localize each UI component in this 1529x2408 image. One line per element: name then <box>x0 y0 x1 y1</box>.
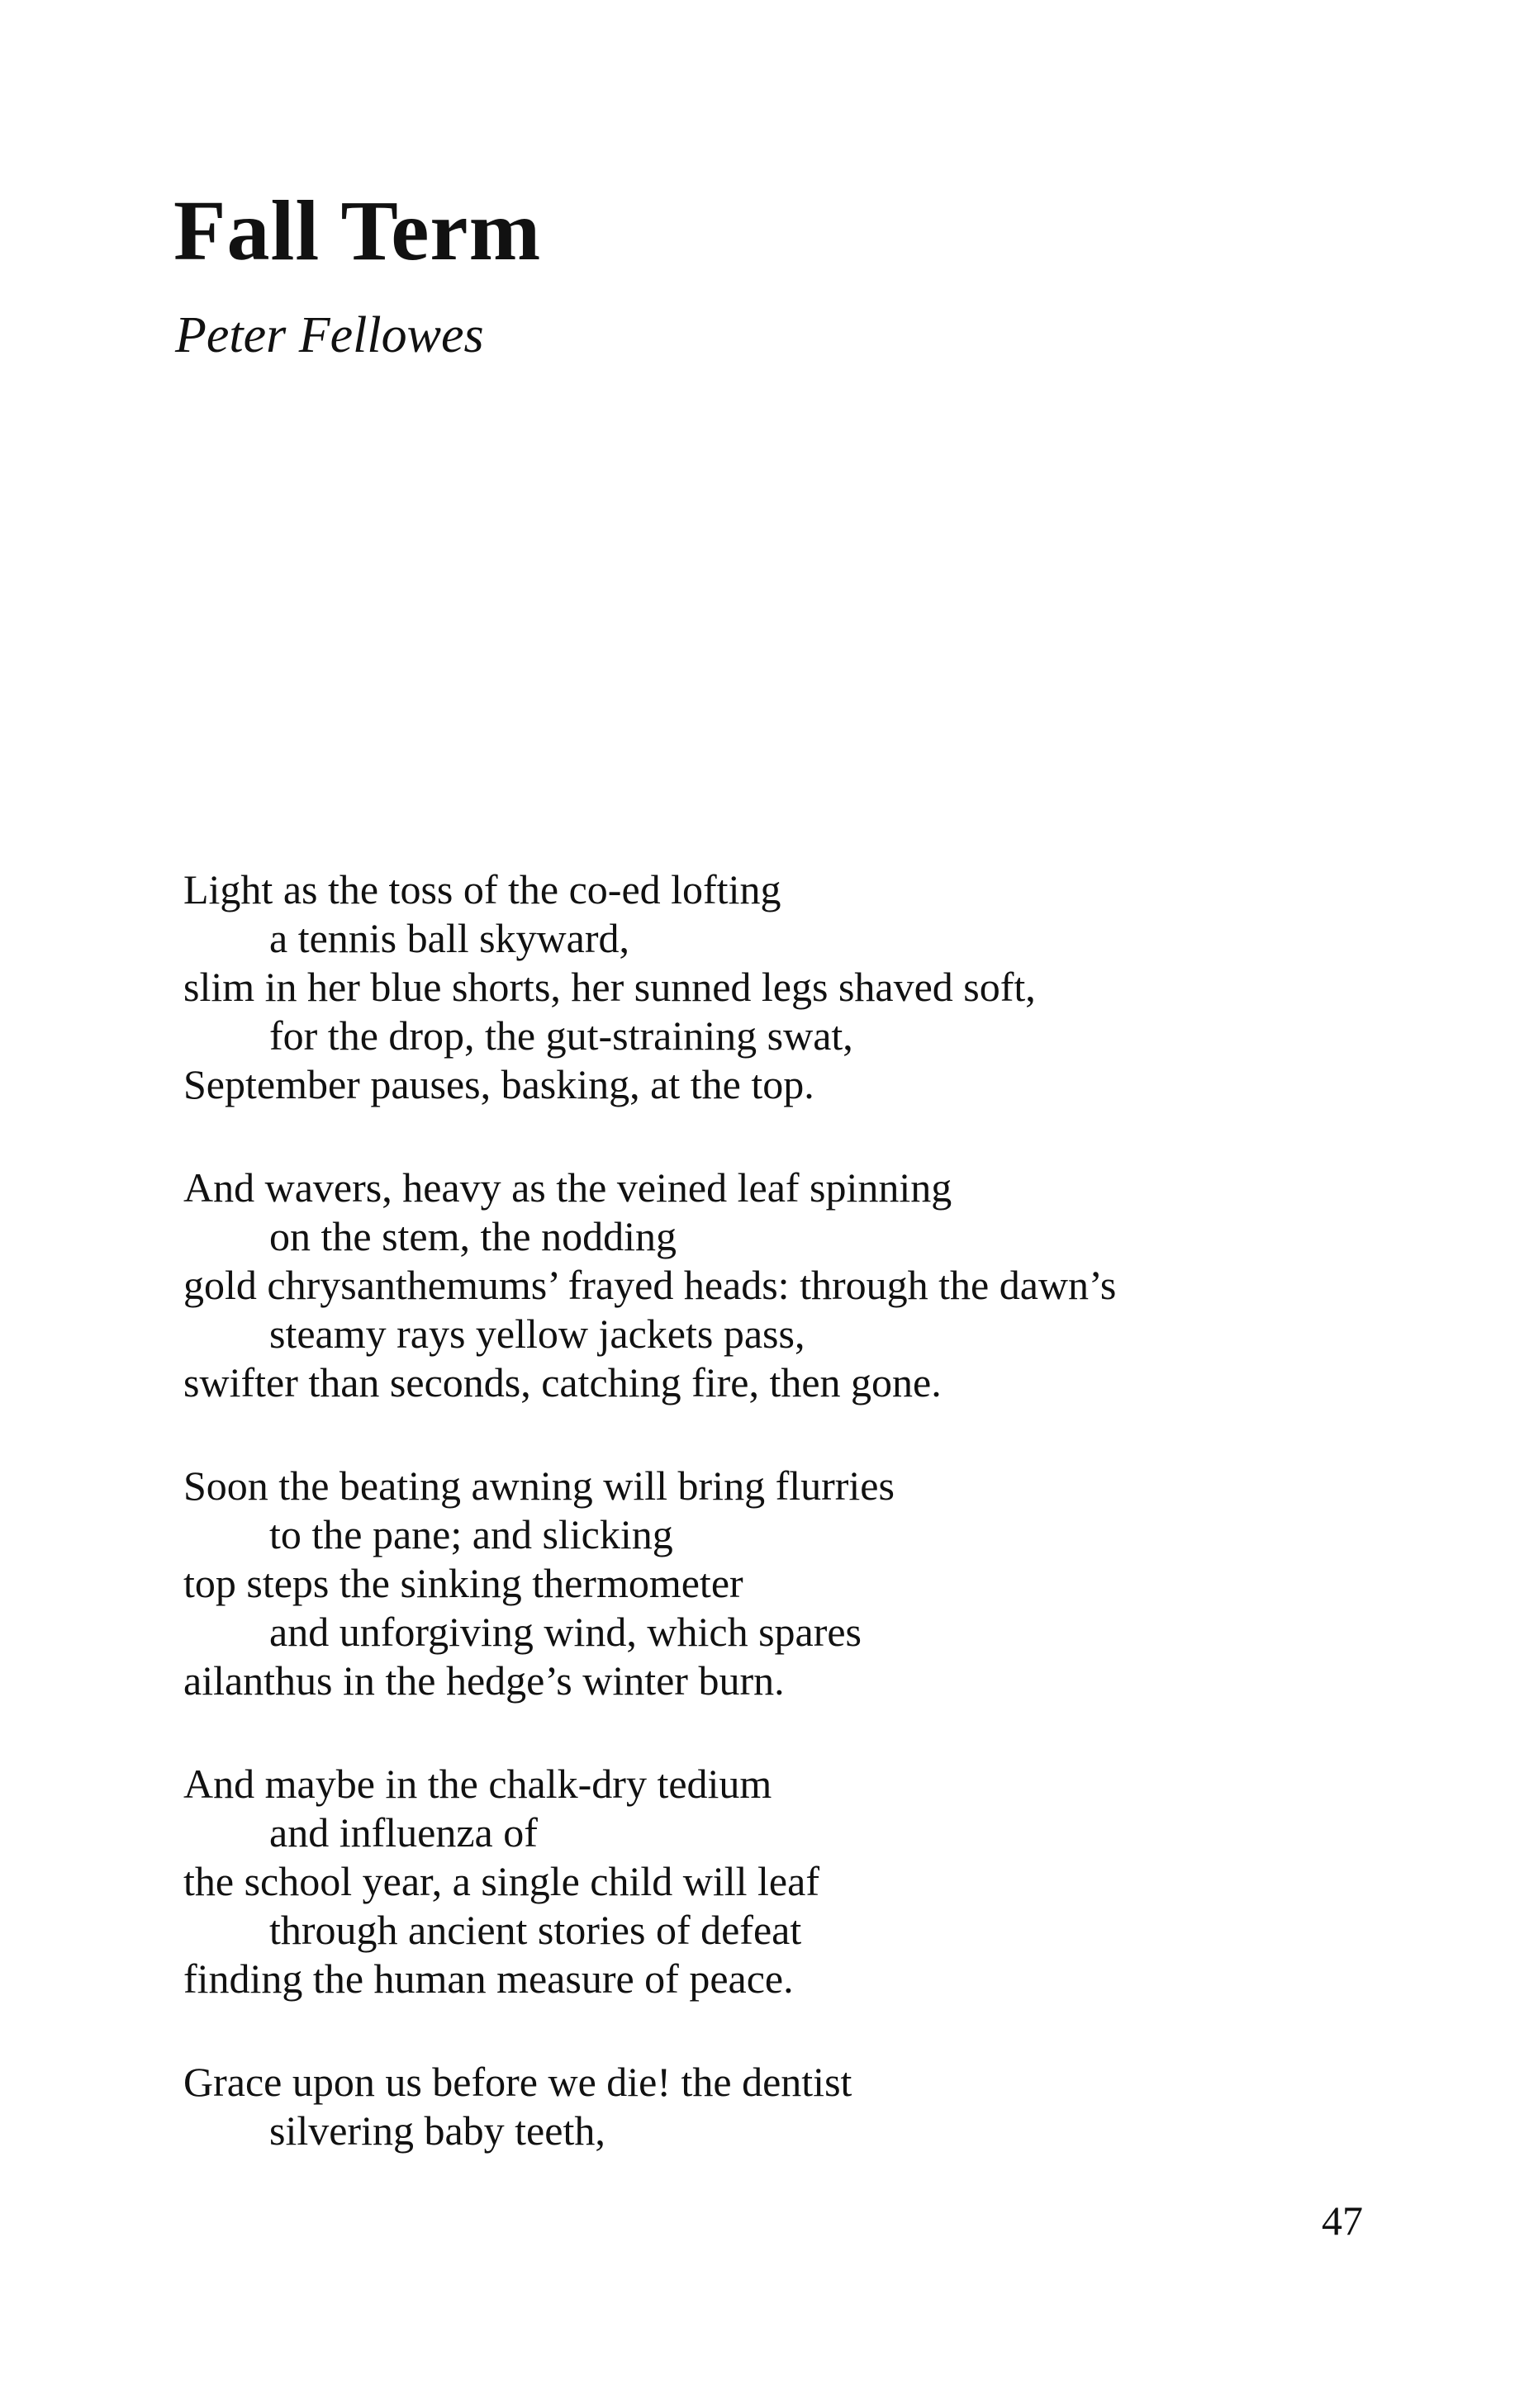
stanza <box>183 1760 1422 2003</box>
poem-line: finding the human measure of peace. <box>183 1955 794 2002</box>
poem-line: Grace upon us before we die! the dentist <box>183 2059 852 2105</box>
poem-line: and influenza of <box>269 1809 538 1856</box>
poem-line: steamy rays yellow jackets pass, <box>269 1311 805 1357</box>
poem-line: through ancient stories of defeat <box>269 1907 802 1953</box>
poem-title: Fall Term <box>173 183 542 278</box>
poem-line: And maybe in the chalk-dry tedium <box>183 1761 772 1807</box>
stanza <box>183 1462 1422 1705</box>
poem-line: ailanthus in the hedge’s winter burn. <box>183 1657 785 1704</box>
page-number: 47 <box>1322 2197 1363 2244</box>
poem-line: and unforgiving wind, which spares <box>269 1609 862 1655</box>
poem-line: And wavers, heavy as the veined leaf spinning <box>183 1164 952 1211</box>
poem-line: Light as the toss of the co-ed lofting <box>183 866 781 912</box>
poem-line: a tennis ball skyward, <box>269 915 630 961</box>
poem-line: gold chrysanthemums’ frayed heads: through the dawn’s <box>183 1262 1117 1308</box>
stanza <box>183 1164 1422 1407</box>
poem-body <box>183 865 1422 2210</box>
poem-line: Soon the beating awning will bring flurries <box>183 1462 895 1509</box>
stanza <box>183 2058 1422 2155</box>
poem-line: silvering baby teeth, <box>269 2107 605 2154</box>
poem-line: September pauses, basking, at the top. <box>183 1061 814 1107</box>
poem-line: to the pane; and slicking <box>269 1511 673 1557</box>
poem-line: on the stem, the nodding <box>269 1213 677 1259</box>
poem-line: swifter than seconds, catching fire, then gone. <box>183 1359 942 1405</box>
stanza <box>183 865 1422 1109</box>
poem-line: top steps the sinking thermometer <box>183 1560 743 1606</box>
poem-line: for the drop, the gut-straining swat, <box>269 1012 853 1059</box>
poem-line: slim in her blue shorts, her sunned legs shaved soft, <box>183 964 1036 1010</box>
poem-author: Peter Fellowes <box>175 307 484 363</box>
poem-line: the school year, a single child will leaf <box>183 1858 819 1904</box>
